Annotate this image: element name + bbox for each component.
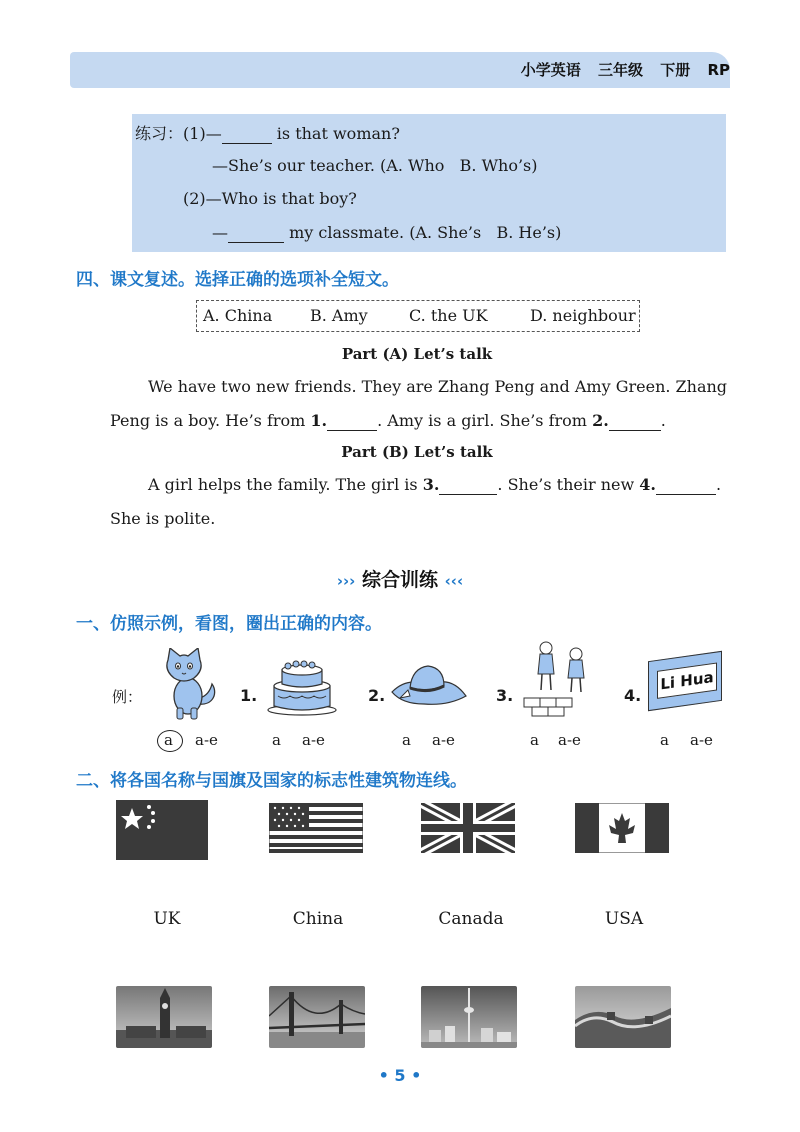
country-china[interactable]: China (292, 909, 344, 929)
practice-q1-blank[interactable] (222, 124, 272, 144)
item4-choice-a[interactable]: a (660, 731, 669, 749)
hat-icon (388, 662, 468, 712)
item4-choice-ae[interactable]: a-e (690, 731, 713, 749)
blank4-num: 4. (639, 475, 656, 494)
example-choice-ae: a-e (195, 731, 218, 749)
blank1[interactable] (327, 411, 377, 431)
golden-gate-bridge-photo[interactable] (269, 986, 365, 1048)
arrows-left-icon: ››› (336, 572, 356, 590)
section2-title: 二、将各国名称与国旗及国家的标志性建筑物连线。 (76, 771, 467, 791)
option-a: A. China (203, 306, 273, 325)
page-number: • 5 • (378, 1066, 422, 1085)
part-b-text1: A girl helps the family. The girl is (148, 475, 418, 494)
uk-flag-icon[interactable] (421, 803, 515, 853)
header-info (509, 59, 730, 80)
header-subject: 小学英语 (520, 61, 581, 79)
blank1-num: 1. (310, 411, 328, 430)
blank2[interactable] (609, 411, 661, 431)
practice-q2-answer: — my classmate. (A. She’s B. He’s) (212, 223, 562, 242)
name-card-icon (648, 651, 722, 711)
item1-choice-a[interactable]: a (272, 731, 281, 749)
arrows-right-icon: ‹‹‹ (444, 572, 464, 590)
section4-title: 四、课文复述。选择正确的选项补全短文。 (76, 270, 399, 290)
option-d: D. neighbour (530, 306, 636, 325)
item3-num: 3. (496, 686, 514, 705)
practice-q1-tail: is that woman? (276, 124, 400, 143)
header-edition: RP (707, 61, 730, 79)
item2-choice-ae[interactable]: a-e (432, 731, 455, 749)
part-b-line1: A girl helps the family. The girl is 3. . She’s their new 4. . (148, 475, 722, 494)
practice-q2-num: (2) (183, 189, 206, 208)
item1-choice-ae[interactable]: a-e (302, 731, 325, 749)
name-card-text: Li Hua (657, 663, 717, 699)
country-usa[interactable]: USA (604, 909, 644, 929)
children-hopscotch-icon (518, 640, 600, 718)
practice-q1-num: (1) (183, 124, 206, 143)
practice-q2-blank[interactable] (228, 223, 284, 243)
cake-icon (266, 656, 338, 716)
part-a-title: Part (A) Let’s talk (341, 345, 493, 363)
big-ben-photo[interactable] (116, 986, 212, 1048)
blank4[interactable] (656, 475, 716, 495)
option-c: C. the UK (409, 306, 488, 325)
part-a-text1: Peng is a boy. He’s from (110, 411, 306, 430)
country-uk[interactable]: UK (153, 909, 181, 929)
practice-label: 练习： (135, 124, 184, 143)
part-b-title: Part (B) Let’s talk (341, 443, 493, 461)
item4-num: 4. (624, 686, 642, 705)
item3-choice-a[interactable]: a (530, 731, 539, 749)
training-title-text: 综合训练 (361, 569, 438, 591)
item3-choice-ae[interactable]: a-e (558, 731, 581, 749)
blank2-num: 2. (592, 411, 609, 430)
part-a-line1: We have two new friends. They are Zhang Peng and Amy Green. Zhang (148, 377, 728, 396)
canada-flag-icon[interactable] (575, 803, 669, 853)
great-wall-photo[interactable] (575, 986, 671, 1048)
usa-flag-icon[interactable] (269, 803, 363, 853)
part-a-line2: Peng is a boy. He’s from 1. . Amy is a girl. She’s from 2. . (110, 411, 666, 430)
section1-title: 一、仿照示例，看图，圈出正确的内容。 (76, 614, 382, 634)
item2-num: 2. (368, 686, 386, 705)
option-b: B. Amy (310, 306, 368, 325)
item2-choice-a[interactable]: a (402, 731, 411, 749)
cat-icon (158, 648, 220, 720)
part-b-line2: She is polite. (110, 509, 216, 528)
practice-q2 (183, 189, 357, 208)
practice-q1-answer: —She’s our teacher. (A. Who B. Who’s) (212, 156, 538, 175)
practice-q2-tail: my classmate. (A. She’s B. He’s) (289, 223, 562, 242)
example-label: 例： (112, 688, 143, 706)
practice-q1: 练习：(1)— is that woman? (135, 124, 400, 143)
practice-q2-question: —Who is that boy? (205, 189, 357, 208)
country-canada[interactable]: Canada (438, 909, 504, 929)
china-flag-icon[interactable] (116, 800, 208, 860)
example-choice-a: a (164, 731, 173, 749)
item1-num: 1. (240, 686, 258, 705)
header-term: 下册 (660, 61, 691, 79)
part-b-text2: . She’s their new (497, 475, 635, 494)
blank3[interactable] (439, 475, 497, 495)
cn-tower-photo[interactable] (421, 986, 517, 1048)
training-title (0, 565, 800, 592)
blank3-num: 3. (422, 475, 440, 494)
header-grade: 三年级 (597, 61, 643, 79)
part-a-text2: . Amy is a girl. She’s from (377, 411, 587, 430)
